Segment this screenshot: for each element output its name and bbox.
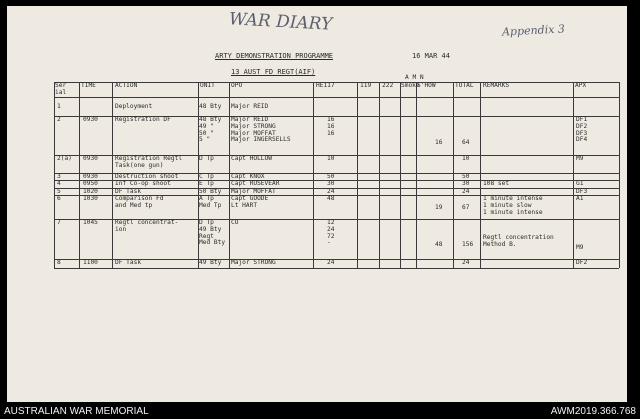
column-rule	[79, 82, 80, 268]
serial-cell: 7	[57, 219, 61, 226]
he117-cell: 12 24 72 -	[327, 219, 335, 247]
appendix-cell: DF3	[576, 188, 588, 195]
unit-cell: D Tp	[199, 155, 214, 162]
time-cell: 1030	[83, 195, 98, 202]
document-title: ARTY DEMONSTRATION PROGRAMME	[215, 52, 334, 60]
column-header: TIME	[81, 82, 96, 89]
column-rule	[313, 82, 314, 268]
column-header: Ser ial	[55, 82, 67, 96]
handwritten-title: WAR DIARY	[228, 9, 333, 35]
column-header: ACTION	[115, 82, 138, 89]
action-cell: Registration Regtl Task(one gun)	[115, 155, 183, 169]
unit-cell: 49 Bty	[199, 259, 222, 266]
column-header: 222	[382, 82, 394, 89]
action-cell: Registration DF	[115, 116, 171, 123]
action-cell: DF Task	[115, 259, 142, 266]
column-header: Smoke	[401, 82, 420, 89]
document-date: 16 MAR 44	[412, 52, 450, 60]
remarks-cell: Regtl concentration Method B.	[483, 234, 554, 248]
column-rule	[112, 82, 113, 268]
column-rule	[379, 82, 380, 268]
opo-cell: CO	[231, 219, 239, 226]
remarks-cell: 108 set	[483, 180, 510, 187]
serial-cell: 6	[57, 195, 61, 202]
column-header: HE117	[316, 82, 335, 89]
footer-left: AUSTRALIAN WAR MEMORIAL	[4, 406, 149, 417]
unit-cell: E Tp	[199, 180, 214, 187]
total-cell: 30	[462, 180, 470, 187]
unit-cell: 48 Bty 49 " 50 " 5 "	[199, 116, 222, 144]
action-cell: Deployment	[115, 103, 153, 110]
column-rule	[400, 82, 401, 268]
document-page	[7, 6, 627, 402]
total-cell: 67	[462, 204, 470, 211]
time-cell: 0930	[83, 173, 98, 180]
total-cell: 10	[462, 155, 470, 162]
unit-cell: A Tp Med Tp	[199, 195, 222, 209]
column-rule	[480, 82, 481, 268]
document-unit: 13 AUST FD REGT(AIF)	[231, 68, 316, 76]
he117-cell: 24	[327, 259, 335, 266]
serial-cell: 2(a)	[57, 155, 72, 162]
column-rule	[453, 82, 454, 268]
footer-right: AWM2019.366.768	[550, 406, 636, 417]
appendix-cell: DF1 DF2 DF3 DF4	[576, 116, 588, 144]
serial-cell: 3	[57, 173, 61, 180]
time-cell: 0930	[83, 155, 98, 162]
serial-cell: 2	[57, 116, 61, 123]
time-cell: 1020	[83, 188, 98, 195]
total-cell: 50	[462, 173, 470, 180]
total-cell: 156	[462, 241, 474, 248]
opo-cell: Major STRONG	[231, 259, 276, 266]
unit-cell: C Tp	[199, 173, 214, 180]
he117-cell: 48	[327, 195, 335, 202]
he117-cell: 50	[327, 173, 335, 180]
total-cell: 24	[462, 188, 470, 195]
appendix-cell: DF2	[576, 259, 588, 266]
opo-cell: Capt RUSEVEAR	[231, 180, 280, 187]
footer	[0, 404, 640, 419]
time-cell: 0930	[83, 116, 98, 123]
show-cell: 16	[435, 139, 443, 146]
column-header: OPO	[231, 82, 243, 89]
opo-cell: Major REID	[231, 103, 269, 110]
unit-cell: 50 Bty	[199, 188, 222, 195]
remarks-cell: 1 minute intense 1 minute slow 1 minute intense	[483, 195, 543, 216]
opo-cell: Capt KNOX	[231, 173, 265, 180]
table-rule	[54, 268, 619, 269]
serial-cell: 1	[57, 103, 61, 110]
column-header: S'HOW	[417, 82, 436, 89]
handwritten-appendix: Appendix 3	[501, 22, 566, 39]
column-rule	[573, 82, 574, 268]
action-cell: Regtl concentrat- ion	[115, 219, 179, 233]
action-cell: Destruction shoot	[115, 173, 179, 180]
column-rule	[619, 82, 620, 268]
column-rule	[229, 82, 230, 268]
serial-cell: 8	[57, 259, 61, 266]
amn-header-label: A M N	[405, 74, 424, 81]
he117-cell: 10	[327, 155, 335, 162]
column-header: 119	[360, 82, 372, 89]
he117-cell: 30	[327, 180, 335, 187]
he117-cell: 16 16 16	[327, 116, 335, 137]
column-header: TOTAL	[455, 82, 474, 89]
column-header: APX	[575, 82, 587, 89]
column-header: REMARKS	[483, 82, 510, 89]
appendix-cell: A1	[576, 195, 584, 202]
opo-cell: Capt HOLLOW	[231, 155, 272, 162]
appendix-cell: G1	[576, 180, 584, 187]
column-rule	[357, 82, 358, 268]
table-rule	[54, 97, 619, 98]
opo-cell: Major MOFFAT	[231, 188, 276, 195]
appendix-cell: M9	[576, 244, 584, 251]
appendix-cell: M9	[576, 155, 584, 162]
time-cell: 1100	[83, 259, 98, 266]
column-rule	[54, 82, 55, 268]
he117-cell: 24	[327, 188, 335, 195]
time-cell: 0950	[83, 180, 98, 187]
time-cell: 1045	[83, 219, 98, 226]
unit-cell: D Tp 49 Bty Regt Med Bty	[199, 219, 226, 247]
column-rule	[416, 82, 417, 268]
opo-cell: Major REID Major STRONG Major MOFFAT Major INGERSELLS	[231, 116, 291, 144]
opo-cell: Capt GOODE Lt HART	[231, 195, 269, 209]
unit-cell: 48 Bty	[199, 103, 222, 110]
serial-cell: 4	[57, 180, 61, 187]
action-cell: Inf Co-op shoot	[115, 180, 171, 187]
column-header: UNIT	[200, 82, 215, 89]
show-cell: 19	[435, 204, 443, 211]
show-cell: 48	[435, 241, 443, 248]
serial-cell: 5	[57, 188, 61, 195]
table-rule	[54, 82, 619, 83]
total-cell: 64	[462, 139, 470, 146]
action-cell: Comparison Fd and Med tp	[115, 195, 164, 209]
action-cell: DF Task	[115, 188, 142, 195]
total-cell: 24	[462, 259, 470, 266]
